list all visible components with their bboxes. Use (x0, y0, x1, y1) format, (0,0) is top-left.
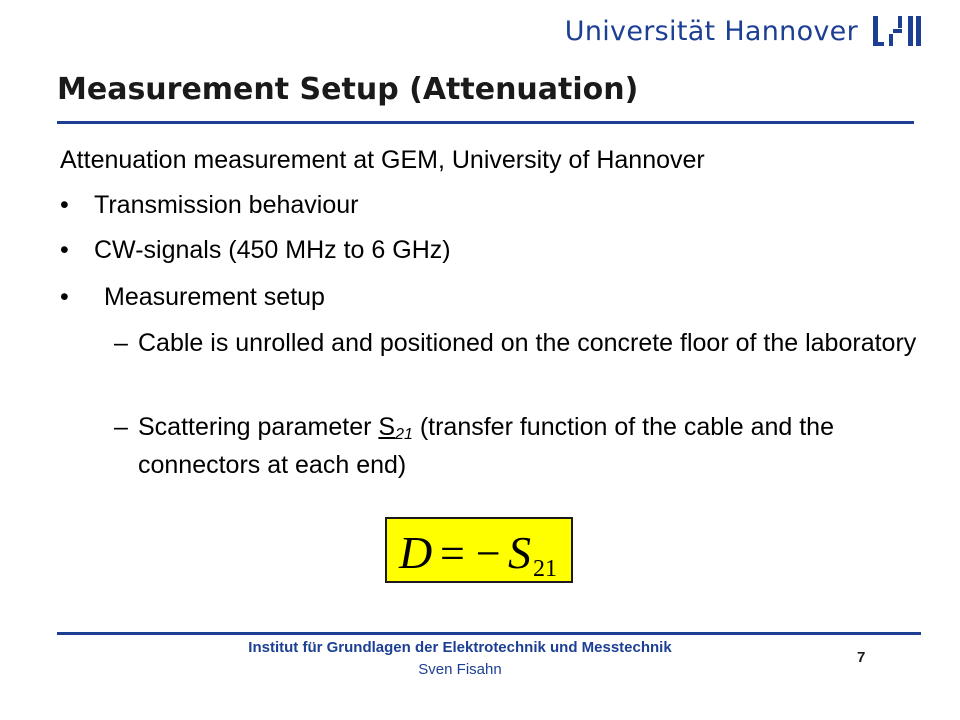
intro-line: Attenuation measurement at GEM, University of Hannover (60, 146, 705, 174)
bullet-text: CW-signals (450 MHz to 6 GHz) (94, 236, 451, 264)
formula-subscript: 21 (533, 556, 557, 581)
university-logo (565, 14, 922, 48)
sub-item-text: Cable is unrolled and positioned on the concrete floor of the laboratory (138, 329, 917, 357)
lfh-logo-icon (872, 14, 922, 48)
footer-divider (57, 632, 921, 635)
scatter-label: Scattering parameter (138, 413, 379, 441)
sub-item-text (138, 412, 918, 480)
page-number: 7 (857, 649, 866, 666)
university-name: Universität Hannover (564, 15, 858, 47)
bullet-text: Transmission behaviour (94, 191, 359, 219)
slide-title: Measurement Setup (Attenuation) (57, 72, 639, 107)
s21-subscript: 21 (395, 426, 413, 443)
scatter-description: (transfer function of the cable and the connectors at each end) (138, 413, 834, 479)
dash-icon: – (114, 413, 128, 441)
bullet-dot-icon: • (60, 191, 69, 219)
bullet-dot-icon: • (60, 283, 69, 311)
title-divider (57, 121, 914, 124)
footer-author: Sven Fisahn (418, 661, 502, 678)
formula-box (385, 517, 573, 583)
formula-operator: = − (440, 529, 501, 578)
footer-institute: Institut für Grundlagen der Elektrotechnik und Messtechnik (248, 639, 672, 656)
formula-svg (387, 519, 571, 581)
s21-parameter: $S_{21}$ (378, 413, 413, 443)
bullet-dot-icon: • (60, 236, 69, 264)
bullet-text: Measurement setup (104, 283, 325, 311)
formula-rhs: S (508, 527, 531, 578)
dash-icon: – (114, 329, 128, 357)
formula-lhs: D (399, 527, 433, 578)
